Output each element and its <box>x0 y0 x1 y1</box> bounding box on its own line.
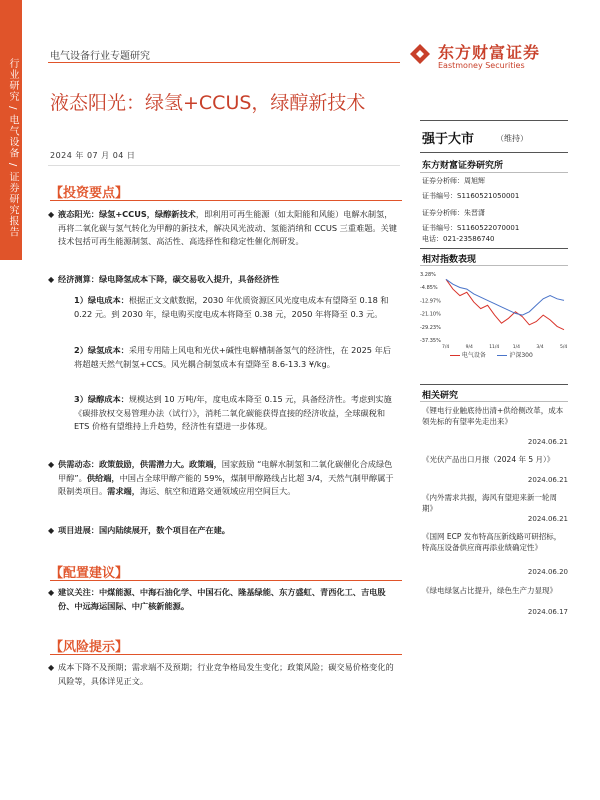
y-tick-label: -21.10% <box>420 311 441 318</box>
section-invest-heading <box>50 182 128 200</box>
phone-line: 电话：021-23586740 <box>422 235 495 243</box>
x-tick-label: 9/4 <box>465 345 473 350</box>
para-text: 采用专用陆上风电和光伏+碱性电解槽制备氢气的经济性，在 2025 年后将超越天然气制氢+CCS。风光耦合制氢成本有望降至 8.6-13.3 ¥/kg。 <box>74 345 391 369</box>
related-date: 2024.06.21 <box>527 438 568 446</box>
para-green-power-cost <box>74 294 398 321</box>
header-rule <box>48 62 400 63</box>
bullet-bold: 经济测算：绿电降氢成本下降，碳交易收入提升，具备经济性 <box>58 274 280 284</box>
y-tick-label: -12.97% <box>420 298 441 305</box>
related-title: 相关研究 <box>422 391 459 401</box>
sidebar-rule <box>420 401 568 402</box>
related-date: 2024.06.21 <box>527 515 568 523</box>
para-label: 1）绿电成本： <box>74 295 129 305</box>
bullet-economics <box>48 273 398 287</box>
bullet-text: 国家鼓励 “电解水制氢和二氧化碳催化合成绿色甲醇”。 <box>58 459 393 483</box>
bullet-diamond-icon: ◆ <box>48 460 55 469</box>
para-label: 3）绿醇成本： <box>74 394 129 404</box>
legend-label: 电气设备 <box>461 352 486 359</box>
x-tick-label: 11/4 <box>489 345 500 350</box>
bullet-bold: 供需动态：政策鼓励，供需潜力大。政策端， <box>58 459 222 469</box>
section-risk-heading <box>50 636 128 654</box>
related-item[interactable]: 《锂电行业触底待出清+供给侧改革，成本领先标的有望率先走出来》 <box>422 406 564 426</box>
header-category: 电气设备行业专题研究 <box>50 51 150 62</box>
related-item[interactable]: 《光伏产品出口月报（2024 年 5 月）》 <box>422 455 555 464</box>
logo-icon <box>406 40 434 68</box>
y-tick-label: -37.35% <box>420 338 441 344</box>
bullet-bold: 供给端， <box>86 472 120 483</box>
logo <box>406 38 556 78</box>
legend-swatch-red <box>450 355 460 356</box>
related-date: 2024.06.21 <box>527 476 568 484</box>
para-label: 2）绿氢成本： <box>74 345 129 355</box>
y-tick-label: -29.23% <box>420 324 441 331</box>
x-tick-label: 3/4 <box>536 345 544 350</box>
x-tick-label: 7/4 <box>442 345 450 350</box>
section-underline <box>50 580 402 581</box>
series-line <box>446 279 564 329</box>
x-tick-label: 5/4 <box>560 345 568 350</box>
side-category-text: 行业研究 / 电气设备 / 证券研究报告 <box>7 58 18 238</box>
bullet-diamond-icon: ◆ <box>48 663 55 672</box>
related-item[interactable]: 《内外需求共振，海风有望迎来新一轮周期》 <box>422 493 557 513</box>
bullet-config <box>48 586 398 613</box>
para-green-methanol-cost <box>74 393 398 434</box>
cert-line: 证书编号：S1160521050001 <box>422 192 520 200</box>
bullet-text: ，即利用可再生能源（如太阳能和风能）电解水制氢，再将二氧化碳与氢气转化为甲醇的新技术，解决风光波动、氢能消纳和 CCUS 三重难题。关键技术包括可再生能源制氢、高活性、高选择性和稳定性催化剂研发。 <box>58 209 397 246</box>
analyst-line: 证券分析师：朱晋潇 <box>422 209 485 217</box>
bullet-text: 成本下降不及预期；需求端不及预期；行业竞争格局发生变化；政策风险；碳交易价格变化的风险等，具体详见正文。 <box>58 662 394 686</box>
bullet-bold: 液态阳光：绿氢+CCUS，绿醇新技术 <box>58 209 196 219</box>
section-underline <box>50 200 402 201</box>
chart-legend <box>450 350 533 359</box>
bullet-liquid-sunshine <box>48 208 398 249</box>
bullet-diamond-icon: ◆ <box>48 526 55 535</box>
sidebar-rule <box>420 172 568 173</box>
section-risk-title: 风险提示 <box>63 640 116 655</box>
bullet-risk <box>48 661 398 688</box>
rating-sub: （维持） <box>496 134 528 143</box>
logo-text-en: Eastmoney Securities <box>438 61 525 70</box>
bracket-right: 】 <box>115 566 129 581</box>
bullet-supply-demand <box>48 458 398 499</box>
legend-swatch-blue <box>497 355 507 356</box>
bracket-right: 】 <box>115 186 129 201</box>
section-invest-title: 投资要点 <box>63 186 116 201</box>
bullet-text: 中国占全球甲醇产能的 59%，煤制甲醇路线占比超 3/4，天然气制甲醇属于限制类项目。 <box>58 472 394 496</box>
related-item[interactable]: 《国网 ECP 发布特高压新线路可研招标，特高压设备供应商再添业绩确定性》 <box>422 532 562 552</box>
legend-label: 沪深300 <box>509 352 533 359</box>
section-config-heading <box>50 562 128 580</box>
bracket-left: 【 <box>50 566 64 581</box>
sidebar-rule <box>420 152 568 153</box>
page-title: 液态阳光：绿氢+CCUS，绿醇新技术 <box>50 92 366 114</box>
bullet-bold: 项目进展：国内陆续展开，数个项目在产在建。 <box>58 525 230 535</box>
y-tick-label: -4.85% <box>420 285 438 292</box>
bracket-right: 】 <box>115 640 129 655</box>
sidebar-rule <box>420 248 568 249</box>
related-date: 2024.06.20 <box>527 568 568 576</box>
bracket-left: 【 <box>50 186 64 201</box>
sidebar-top-rule <box>420 120 568 121</box>
cert-line: 证书编号：S1160522070001 <box>422 224 520 232</box>
x-tick-label: 1/4 <box>512 345 521 350</box>
bullet-text: 海运、航空和道路交通领域应用空间巨大。 <box>139 486 296 496</box>
divider <box>48 165 400 166</box>
institution-name: 东方财富证券研究所 <box>422 161 504 171</box>
bullet-bold: 建议关注：中煤能源、中海石油化学、中国石化、隆基绿能、东方盛虹、青西化工、吉电股份、中远海运国际、中广核新能源。 <box>58 587 386 611</box>
y-tick-label: 3.28% <box>420 272 436 278</box>
bullet-project-progress <box>48 524 398 538</box>
bullet-diamond-icon: ◆ <box>48 275 55 284</box>
section-config-title: 配置建议 <box>63 566 116 581</box>
bracket-left: 【 <box>50 640 64 655</box>
series-line <box>446 279 564 315</box>
para-text: 规模达到 10 万吨/年，度电成本降至 0.15 元，具备经济性。考虑到实施《碳排放权交易管理办法（试行）》，消耗二氧化碳能获得直接的经济收益，全球碳税和 ETS 价格有望维持上升趋势，经济性有望进一步体现。 <box>74 394 392 431</box>
analyst-line: 证券分析师：周旭辉 <box>422 177 485 185</box>
bullet-diamond-icon: ◆ <box>48 588 55 597</box>
rating: 强于大市 <box>422 132 475 147</box>
related-item[interactable]: 《绿电绿氢占比提升，绿色生产力显现》 <box>422 586 557 595</box>
chart-title: 相对指数表现 <box>422 255 477 265</box>
bullet-bold: 需求端， <box>107 486 140 496</box>
report-date: 2024 年 07 月 04 日 <box>50 151 136 160</box>
section-underline <box>50 654 402 655</box>
sidebar-rule <box>420 265 568 266</box>
logo-text-cn: 东方财富证券 <box>438 43 541 62</box>
para-text: 根据正文文献数据，2030 年优质资源区风光度电成本有望降至 0.18 和 0.22 元。到 2030 年，绿电购买度电成本将降至 0.38 元，2050 年将降至 0.3 元。 <box>74 295 389 319</box>
sidebar-rule <box>420 384 568 385</box>
para-green-hydrogen-cost <box>74 344 398 371</box>
bullet-diamond-icon: ◆ <box>48 210 55 219</box>
related-date: 2024.06.17 <box>527 608 568 616</box>
